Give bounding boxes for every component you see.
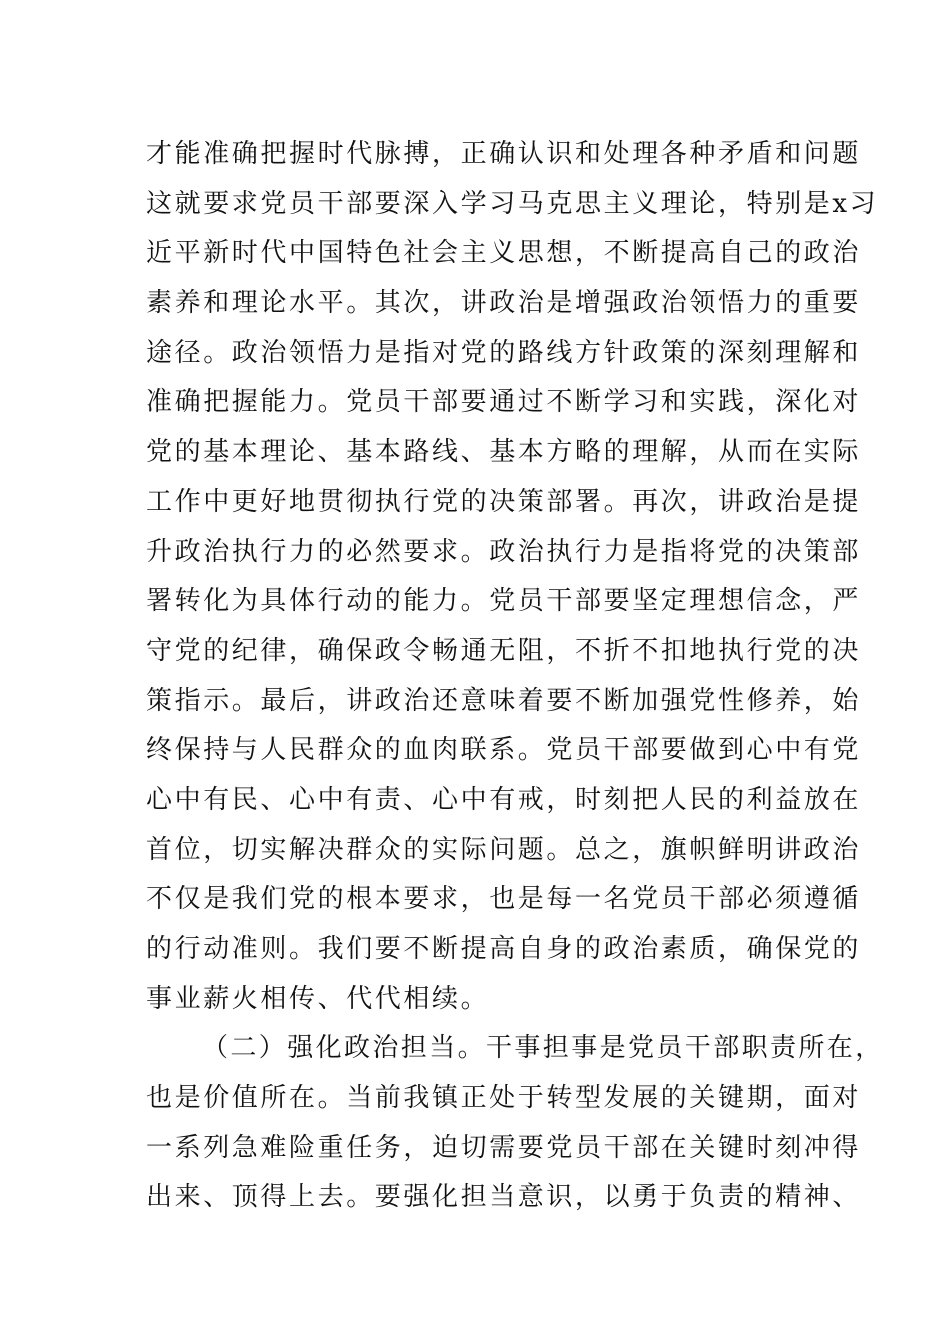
text-line: 署转化为具体行动的能力。党员干部要坚定理想信念，严 <box>146 586 862 617</box>
text-line: 才能准确把握时代脉搏，正确认识和处理各种矛盾和问题 <box>146 139 862 169</box>
text-line: 策指示。最后，讲政治还意味着要不断加强党性修养，始 <box>146 685 862 716</box>
text-line: 这就要求党员干部要深入学习马克思主义理论，特别是x习 <box>146 188 879 219</box>
text-line: 近平新时代中国特色社会主义思想，不断提高自己的政治 <box>146 238 862 269</box>
text-line: 事业薪火相传、代代相续。 <box>146 983 490 1014</box>
section-heading-line: （二）强化政治担当。干事担事是党员干部职责所在， <box>202 1033 884 1064</box>
text-line: 不仅是我们党的根本要求，也是每一名党员干部必须遵循 <box>146 884 862 915</box>
text-line: 首位，切实解决群众的实际问题。总之，旗帜鲜明讲政治 <box>146 834 862 865</box>
text-line: 心中有民、心中有责、心中有戒，时刻把人民的利益放在 <box>146 784 862 815</box>
text-line: 守党的纪律，确保政令畅通无阻，不折不扣地执行党的决 <box>146 635 862 666</box>
text-line: 的行动准则。我们要不断提高自身的政治素质，确保党的 <box>146 934 862 964</box>
text-line: 一系列急难险重任务，迫切需要党员干部在关键时刻冲得 <box>146 1132 862 1163</box>
text-line: 也是价值所在。当前我镇正处于转型发展的关键期，面对 <box>146 1083 862 1114</box>
text-line: 终保持与人民群众的血肉联系。党员干部要做到心中有党 <box>146 735 862 766</box>
text-line: 途径。政治领悟力是指对党的路线方针政策的深刻理解和 <box>146 337 862 368</box>
text-line: 升政治执行力的必然要求。政治执行力是指将党的决策部 <box>146 536 862 567</box>
text-line: 工作中更好地贯彻执行党的决策部署。再次，讲政治是提 <box>146 486 862 517</box>
text-line: 出来、顶得上去。要强化担当意识，以勇于负责的精神、 <box>146 1182 862 1213</box>
body-text <box>146 130 884 1223</box>
text-line: 素养和理论水平。其次，讲政治是增强政治领悟力的重要 <box>146 288 862 319</box>
text-line: 党的基本理论、基本路线、基本方略的理解，从而在实际 <box>146 437 862 468</box>
text-line: 准确把握能力。党员干部要通过不断学习和实践，深化对 <box>146 387 862 418</box>
